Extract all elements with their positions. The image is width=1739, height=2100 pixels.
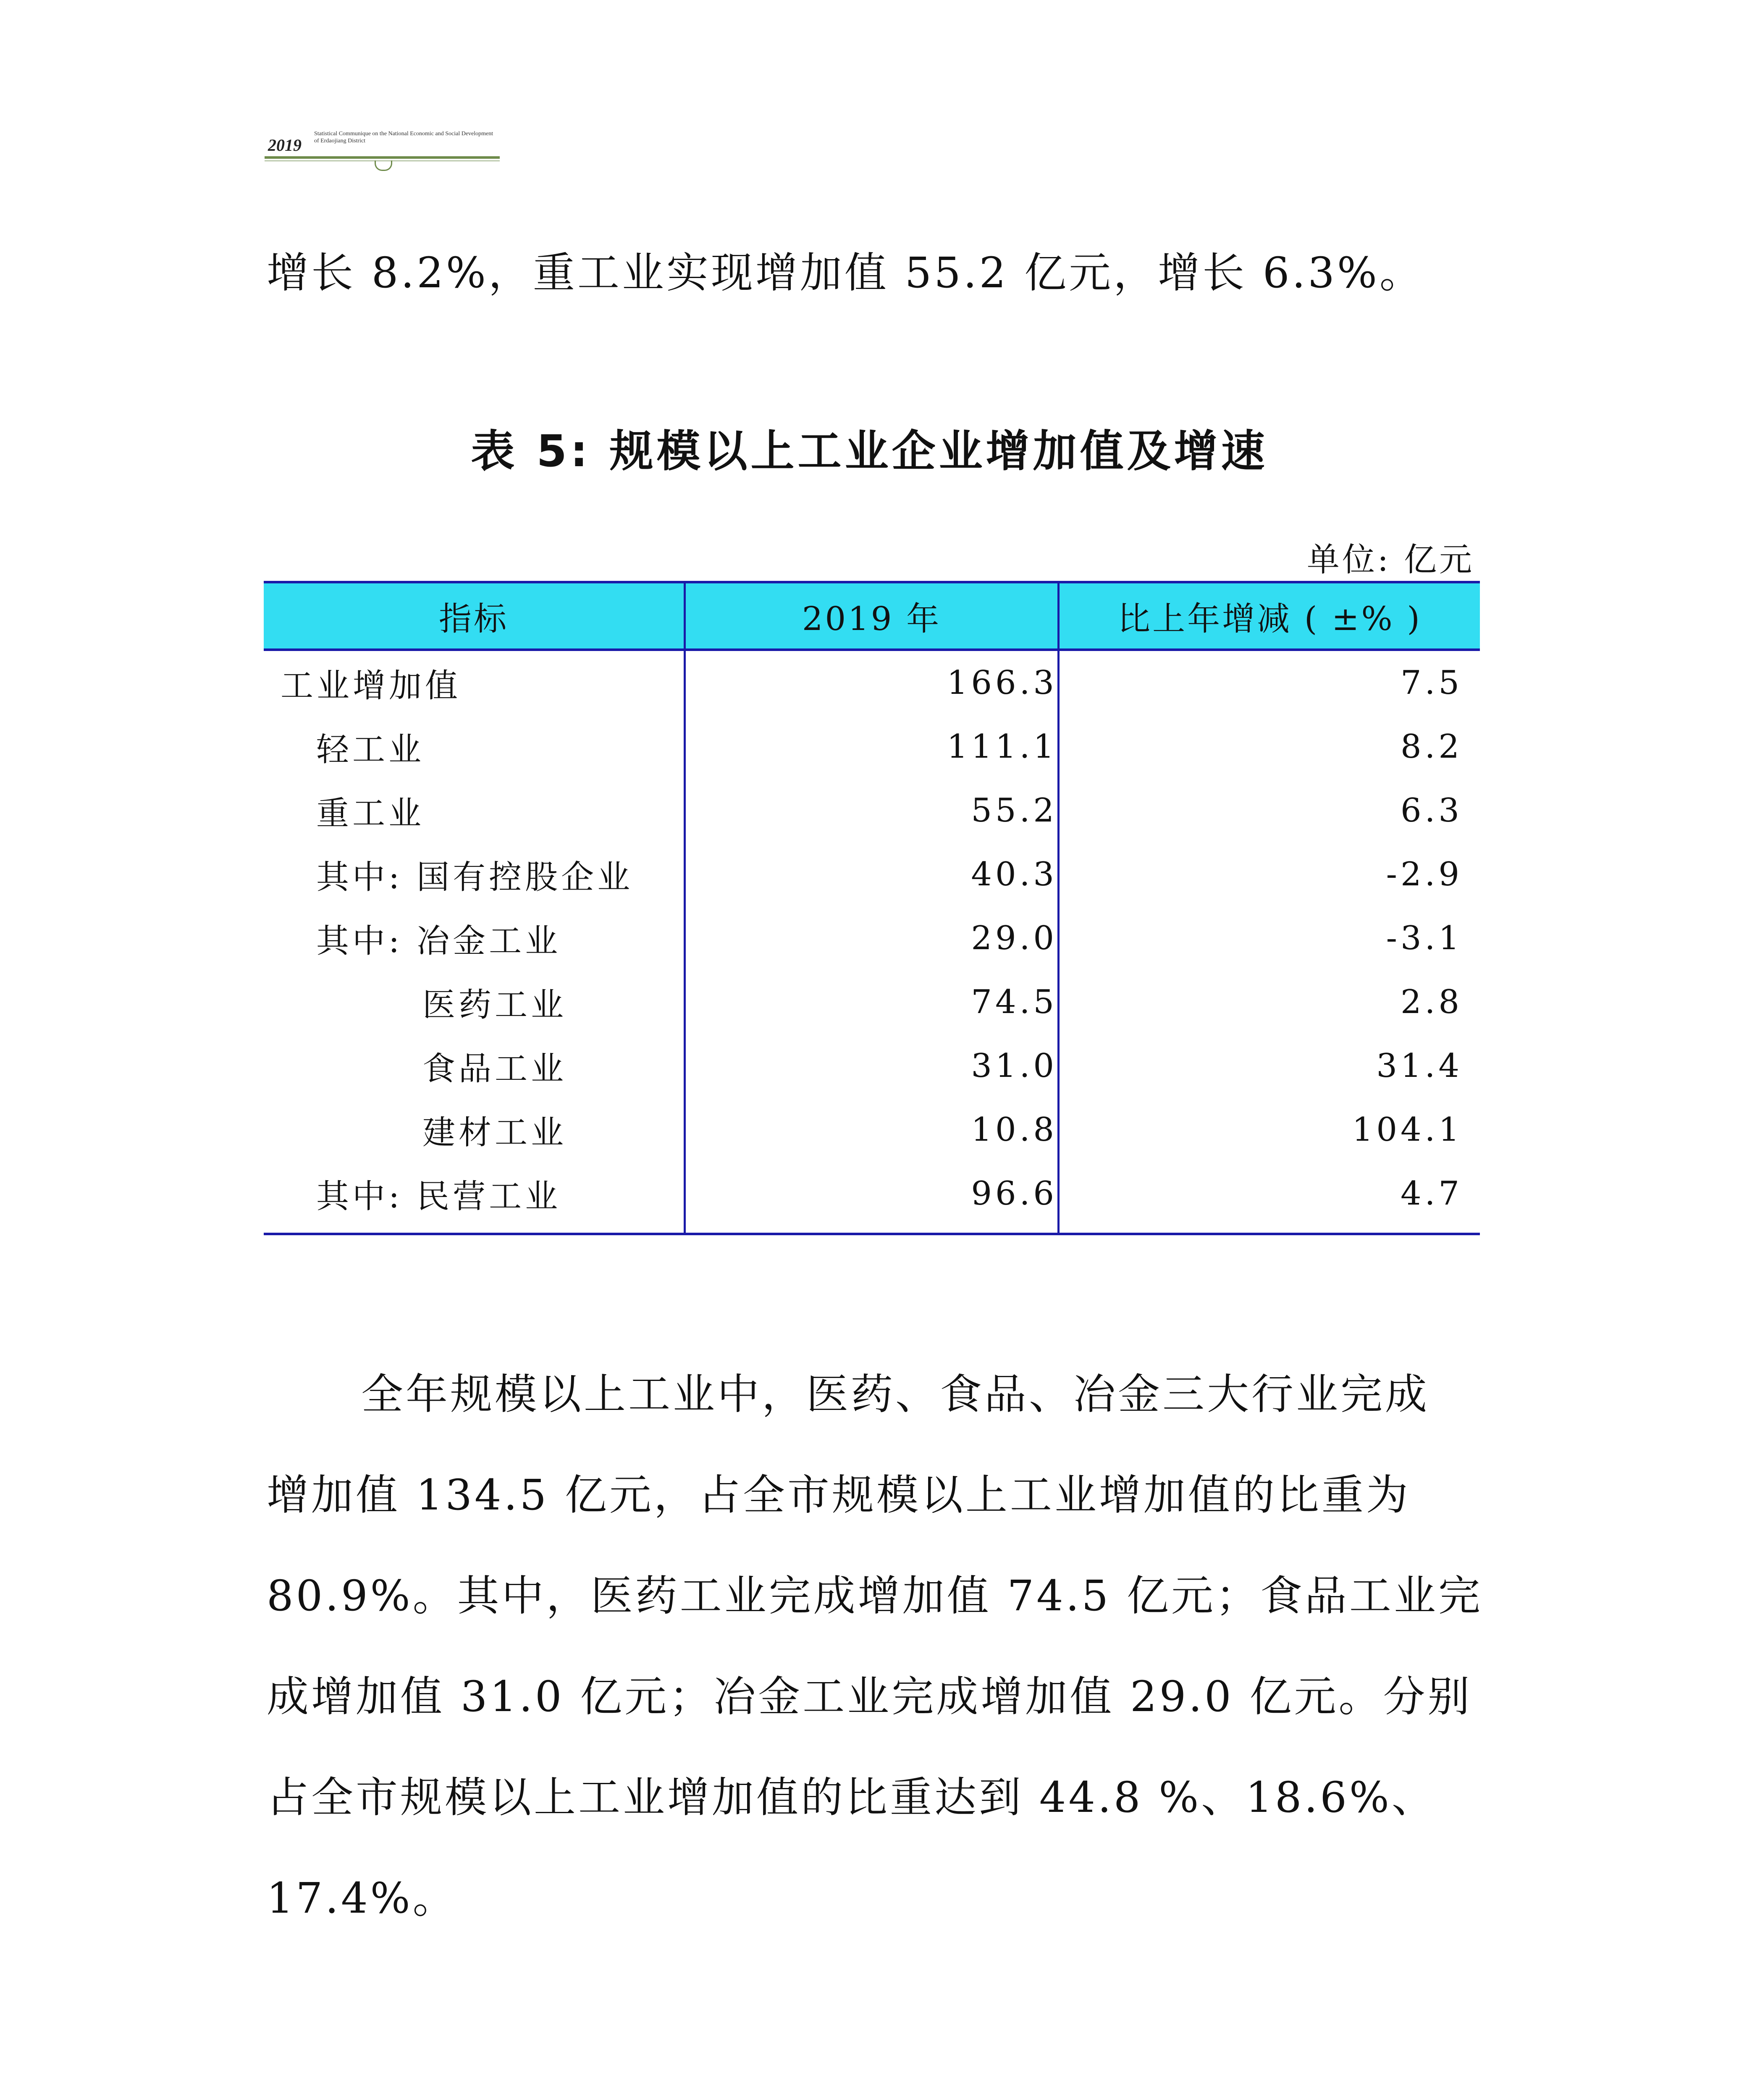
row-change: 2.8 [1400,983,1463,1021]
table-row [264,843,1480,906]
intro-line: 增长 8.2%，重工业实现增加值 55.2 亿元，增长 6.3%。 [267,248,1424,297]
row-value: 96.6 [971,1175,1057,1213]
table-unit: 单位: 亿元 [1306,541,1474,579]
table-row [264,1034,1480,1098]
data-table [264,581,1480,1235]
row-label: 食品工业 [422,1050,567,1088]
row-value: 55.2 [971,792,1057,830]
row-value: 111.1 [947,728,1057,766]
body-line: 增加值 134.5 亿元，占全市规模以上工业增加值的比重为 [267,1470,1411,1520]
table-title: 表 5: 规模以上工业企业增加值及增速 [471,425,1268,477]
body-line: 全年规模以上工业中，医药、食品、冶金三大行业完成 [361,1370,1429,1419]
row-label: 工业增加值 [281,667,462,705]
table-body [264,651,1480,1235]
row-label: 重工业 [316,795,425,832]
table-header [264,581,1480,651]
row-label: 其中: 冶金工业 [316,922,561,960]
row-change: 8.2 [1400,728,1463,766]
logo-rule [265,156,500,159]
table-row [264,715,1480,779]
header-year: 2019 年 [802,600,942,638]
row-change: 7.5 [1400,664,1463,702]
body-line: 17.4%。 [267,1874,457,1923]
row-change: 31.4 [1376,1047,1463,1085]
logo-year: 2019 [268,136,302,155]
row-value: 31.0 [971,1047,1057,1085]
row-value: 166.3 [947,664,1057,702]
table-row [264,1098,1480,1162]
row-value: 29.0 [971,919,1057,957]
table-row [264,1162,1480,1226]
row-label: 其中: 国有控股企业 [316,858,634,896]
row-change: 104.1 [1352,1111,1463,1149]
row-label: 轻工业 [316,731,425,769]
body-line: 80.9%。其中，医药工业完成增加值 74.5 亿元；食品工业完 [267,1571,1483,1620]
table-row [264,906,1480,970]
table-row [264,970,1480,1034]
row-label: 建材工业 [422,1114,567,1152]
row-label: 医药工业 [422,986,567,1024]
row-change: 4.7 [1400,1175,1463,1213]
table-row [264,651,1480,715]
row-change: 6.3 [1400,792,1463,830]
row-value: 10.8 [971,1111,1057,1149]
table-row [264,779,1480,843]
row-value: 74.5 [971,983,1057,1021]
row-change: -2.9 [1386,856,1463,893]
body-line: 成增加值 31.0 亿元；冶金工业完成增加值 29.0 亿元。分别 [267,1672,1472,1721]
logo-ornament-icon [375,160,392,171]
body-line: 占全市规模以上工业增加值的比重达到 44.8 %、18.6%、 [267,1773,1436,1822]
row-change: -3.1 [1386,919,1463,957]
logo-subtitle: Statistical Communique on the National Economic and Social Development of Erdaojiang District [314,131,493,144]
header-change: 比上年增减 ( ±% ) [1117,600,1422,638]
row-value: 40.3 [971,856,1057,893]
header-indicator: 指标 [438,600,509,638]
row-label: 其中: 民营工业 [316,1178,561,1215]
report-logo [265,126,500,176]
